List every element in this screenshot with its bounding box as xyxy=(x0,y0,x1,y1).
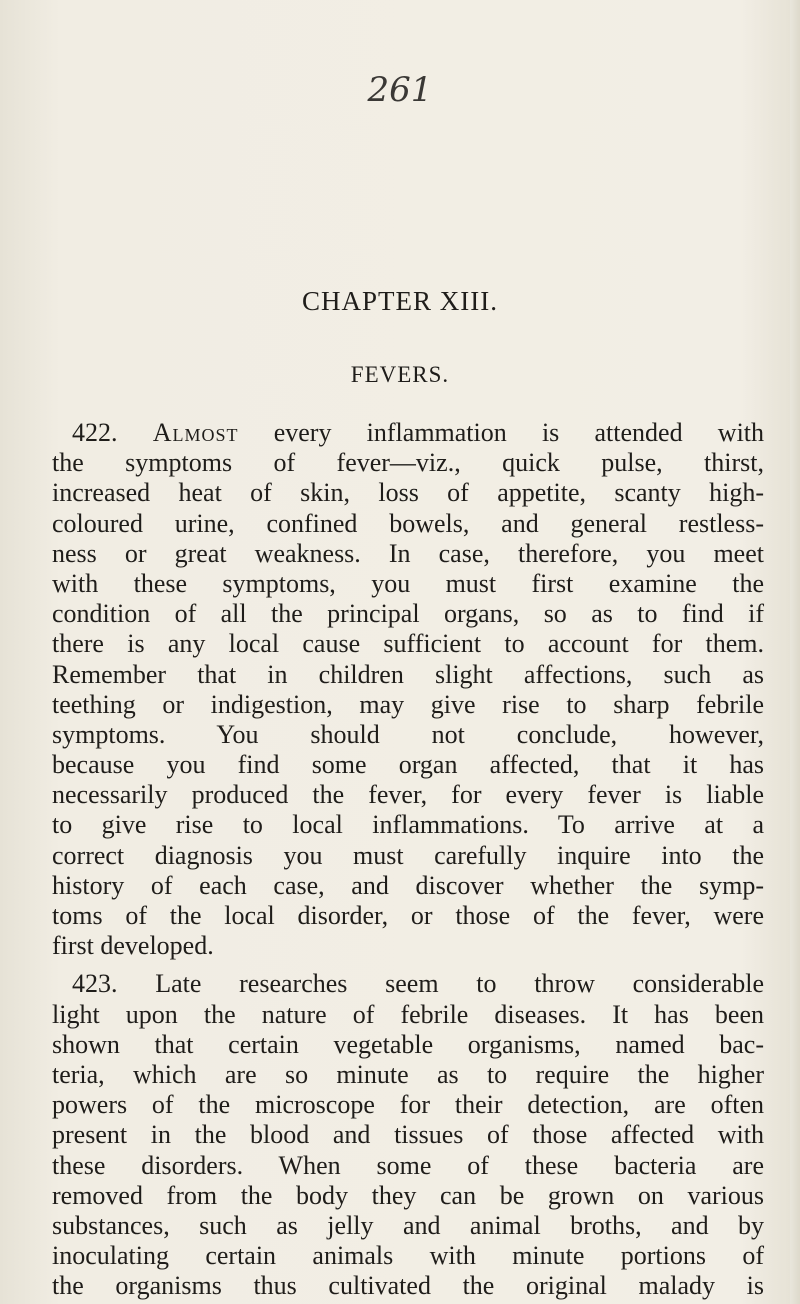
paragraph-422-line: toms of the local disorder, or those of the fever, were xyxy=(52,901,764,930)
paragraph-422-line: with these symptoms, you must first examine the xyxy=(52,568,764,598)
paragraph-423-line: these disorders. When some of these bacteria are xyxy=(52,1150,764,1180)
paragraph-number: 423. xyxy=(72,969,118,999)
paragraph-422-line: history of each case, and discover whether the symp- xyxy=(52,870,764,900)
line-text: Late researches seem to throw considerable xyxy=(155,969,764,999)
paragraph-422-line: correct diagnosis you must carefully inquire into the xyxy=(52,840,764,870)
paragraph-423-line: substances, such as jelly and animal broths, and by xyxy=(52,1210,764,1240)
paragraph-423-line: present in the blood and tissues of those affected with xyxy=(52,1120,764,1150)
paragraph-422-line: coloured urine, confined bowels, and general restless- xyxy=(52,508,764,538)
paragraph-422-line: Remember that in children slight affections, such as xyxy=(52,659,764,689)
paragraph-422-line: symptoms. You should not conclude, however, xyxy=(52,719,764,749)
paragraph-423-line: shown that certain vegetable organisms, named bac- xyxy=(52,1029,764,1059)
paragraph-422-line: teething or indigestion, may give rise to sharp febrile xyxy=(52,689,764,719)
lead-word: Almost xyxy=(152,418,239,447)
paragraph-422-line: the symptoms of fever—viz., quick pulse, thirst, xyxy=(52,448,764,478)
paragraph-gap xyxy=(52,961,764,969)
paragraph-422-line: necessarily produced the fever, for every fever is liable xyxy=(52,780,764,810)
paragraph-422-line: there is any local cause sufficient to account for them. xyxy=(52,629,764,659)
paragraph-422-line: ness or great weakness. In case, therefore, you meet xyxy=(52,538,764,568)
page-number: 261 xyxy=(367,70,433,110)
body-text xyxy=(52,418,764,1301)
paragraph-423-line: light upon the nature of febrile diseases. It has been xyxy=(52,999,764,1029)
paragraph-423-line: powers of the microscope for their detection, are often xyxy=(52,1090,764,1120)
paragraph-423-line: removed from the body they can be grown on various xyxy=(52,1180,764,1210)
paragraph-422-line: first developed. xyxy=(52,931,214,961)
paragraph-422-line: condition of all the principal organs, so as to find if xyxy=(52,599,764,629)
paragraph-423-line: inoculating certain animals with minute portions of xyxy=(52,1241,764,1271)
page-edge xyxy=(790,0,800,1304)
paragraph-423-line: the organisms thus cultivated the original malady is xyxy=(52,1271,764,1301)
paragraph-422-line: because you find some organ affected, that it has xyxy=(52,750,764,780)
paragraph-422-line: increased heat of skin, loss of appetite, scanty high- xyxy=(52,478,764,508)
chapter-title: CHAPTER XIII. xyxy=(302,286,498,316)
paragraph-422-line xyxy=(52,418,764,448)
section-title: FEVERS. xyxy=(350,362,450,387)
paragraph-422-line: to give rise to local inflammations. To arrive at a xyxy=(52,810,764,840)
line-text: every inflammation is attended with xyxy=(273,418,765,447)
paragraph-423-line: teria, which are so minute as to require the higher xyxy=(52,1059,764,1089)
paragraph-423-line xyxy=(52,969,764,999)
paragraph-number: 422. xyxy=(72,418,118,447)
